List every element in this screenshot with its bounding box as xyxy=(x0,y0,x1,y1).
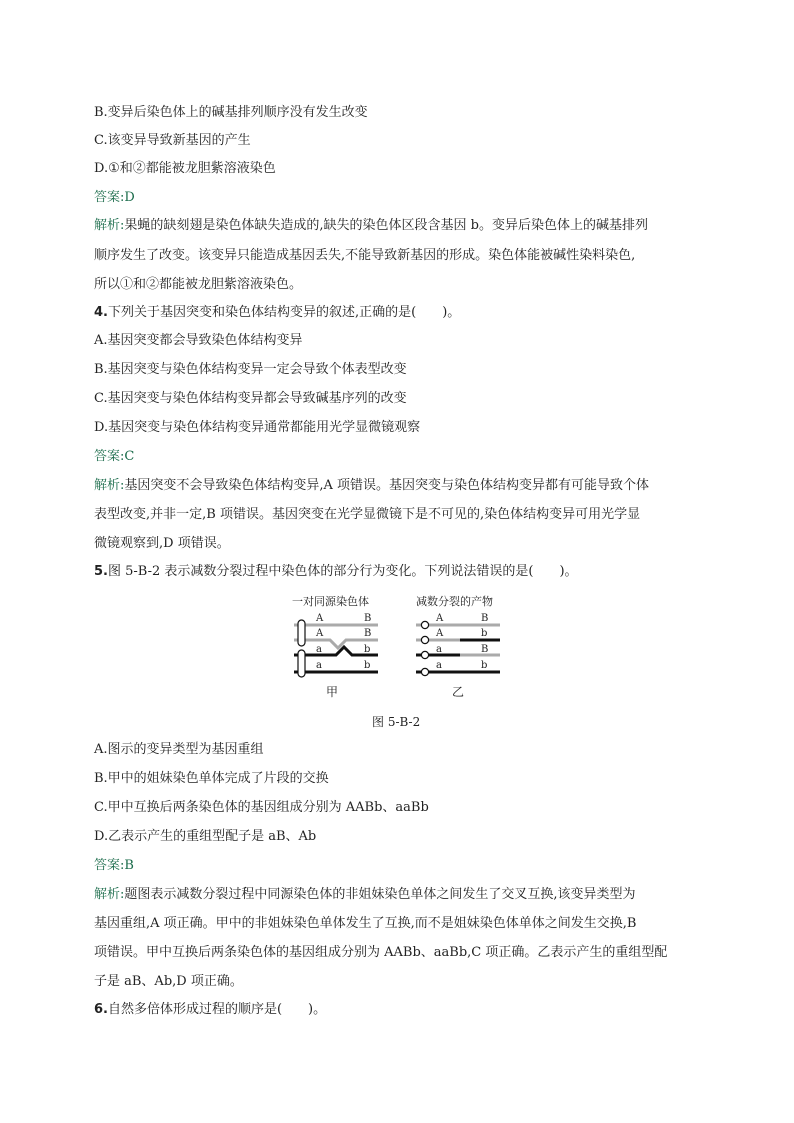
gene-label: B xyxy=(481,644,489,655)
gene-label: B xyxy=(481,613,489,624)
figure-right-title: 减数分裂的产物 xyxy=(416,595,493,608)
gene-label: b xyxy=(364,644,371,655)
gene-label: A xyxy=(316,628,324,639)
q4-option-d: D.基因突变与染色体结构变异通常都能用光学显微镜观察 xyxy=(94,420,421,435)
q3-analysis-line-1 xyxy=(94,217,648,235)
q5-option-b: B.甲中的姐妹染色单体完成了片段的交换 xyxy=(94,771,329,786)
question-text: 下列关于基因突变和染色体结构变异的叙述,正确的是( )。 xyxy=(107,305,461,320)
gene-label: a xyxy=(436,644,442,655)
q3-option-d: D.①和②都能被龙胆紫溶液染色 xyxy=(94,161,276,176)
gene-label: B xyxy=(364,613,372,624)
gene-label: a xyxy=(436,660,442,671)
figure-caption: 图 5-B-2 xyxy=(372,715,421,729)
centromere xyxy=(421,668,428,675)
q4-answer: 答案:C xyxy=(94,449,135,464)
gene-label: A xyxy=(436,628,444,639)
analysis-text: 基因突变不会导致染色体结构变异,A 项错误。基因突变与染色体结构变异都有可能导致个体 xyxy=(124,478,650,493)
figure-left-label: 甲 xyxy=(326,685,339,699)
gene-label: b xyxy=(481,660,488,671)
question-number: 4. xyxy=(94,305,108,320)
centromere xyxy=(421,621,428,628)
q4-analysis-line-1 xyxy=(94,477,649,495)
q6-stem xyxy=(94,1001,326,1019)
centromere xyxy=(298,650,305,677)
q5-analysis-line-4: 子是 aB、Ab,D 项正确。 xyxy=(94,974,243,989)
question-text: 自然多倍体形成过程的顺序是( )。 xyxy=(107,1002,327,1017)
q4-analysis-line-2: 表型改变,并非一定,B 项错误。基因突变在光学显微镜下是不可见的,染色体结构变异可用光学显 xyxy=(94,507,641,522)
q3-option-b: B.变异后染色体上的碱基排列顺序没有发生改变 xyxy=(94,105,368,120)
analysis-label: 解析: xyxy=(94,478,125,493)
figure-left-title: 一对同源染色体 xyxy=(292,595,369,608)
meiosis-products-diagram xyxy=(416,613,500,676)
figure-right-label: 乙 xyxy=(452,685,465,699)
question-number: 6. xyxy=(94,1002,108,1017)
q5-analysis-line-2: 基因重组,A 项正确。甲中的非姐妹染色单体发生了互换,而不是姐妹染色体单体之间发生交换,B xyxy=(94,916,637,931)
q5-option-a: A.图示的变异类型为基因重组 xyxy=(94,742,264,757)
gene-label: a xyxy=(316,660,322,671)
q3-answer: 答案:D xyxy=(94,190,135,205)
gene-label: a xyxy=(316,644,322,655)
centromere xyxy=(421,636,428,643)
q4-option-b: B.基因突变与染色体结构变异一定会导致个体表型改变 xyxy=(94,362,407,377)
gene-label: b xyxy=(481,628,488,639)
q5-option-d: D.乙表示产生的重组型配子是 aB、Ab xyxy=(94,829,317,844)
analysis-text: 题图表示减数分裂过程中同源染色体的非姐妹染色单体之间发生了交叉互换,该变异类型为 xyxy=(124,887,636,902)
gene-label: A xyxy=(436,613,444,624)
centromere xyxy=(421,651,428,658)
q3-analysis-line-3: 所以①和②都能被龙胆紫溶液染色。 xyxy=(94,277,303,292)
q5-analysis-line-1 xyxy=(94,886,636,904)
gene-label: A xyxy=(316,613,324,624)
chromosome-figure xyxy=(288,592,508,704)
q5-analysis-line-3: 项错误。甲中互换后两条染色体的基因组成分别为 AABb、aaBb,C 项正确。乙表示产生的重组型配 xyxy=(94,945,668,960)
q4-analysis-line-3: 微镜观察到,D 项错误。 xyxy=(94,536,230,551)
q3-option-c: C.该变异导致新基因的产生 xyxy=(94,133,251,148)
q5-option-c: C.甲中互换后两条染色体的基因组成分别为 AABb、aaBb xyxy=(94,800,429,815)
q5-stem xyxy=(94,563,578,581)
analysis-text: 果蝇的缺刻翅是染色体缺失造成的,缺失的染色体区段含基因 b。变异后染色体上的碱基排列 xyxy=(124,218,648,233)
question-text: 图 5-B-2 表示减数分裂过程中染色体的部分行为变化。下列说法错误的是( )。 xyxy=(107,564,578,579)
question-number: 5. xyxy=(94,564,108,579)
q3-analysis-line-2: 顺序发生了改变。该变异只能造成基因丢失,不能导致新基因的形成。染色体能被碱性染料染色, xyxy=(94,248,636,263)
q5-answer: 答案:B xyxy=(94,858,134,873)
q4-stem xyxy=(94,304,460,322)
q4-option-c: C.基因突变与染色体结构变异都会导致碱基序列的改变 xyxy=(94,391,407,406)
gene-label: B xyxy=(364,628,372,639)
analysis-label: 解析: xyxy=(94,218,125,233)
analysis-label: 解析: xyxy=(94,887,125,902)
centromere xyxy=(298,620,305,646)
gene-label: b xyxy=(364,660,371,671)
q4-option-a: A.基因突变都会导致染色体结构变异 xyxy=(94,333,303,348)
homologous-pair-diagram xyxy=(294,613,378,677)
